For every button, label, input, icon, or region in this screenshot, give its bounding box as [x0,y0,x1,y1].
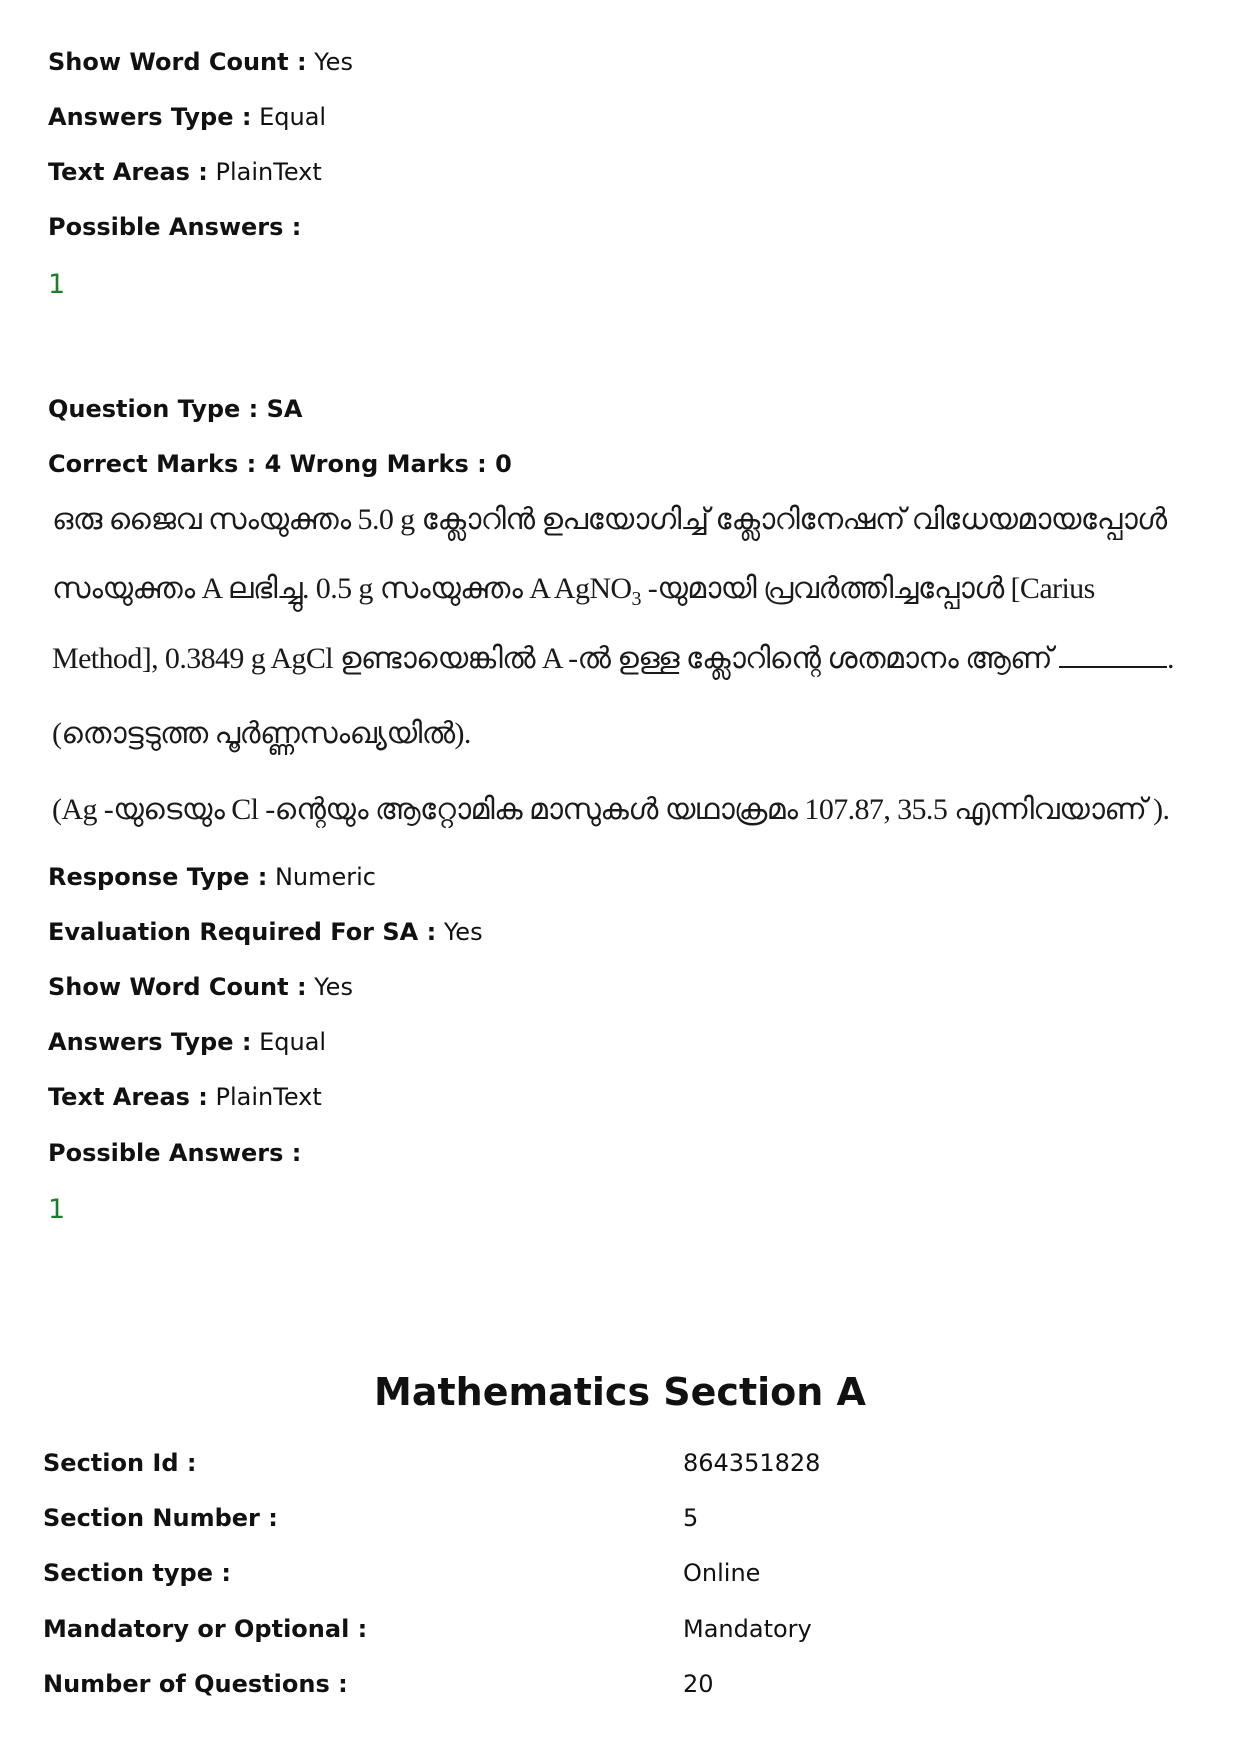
response-type [48,862,376,892]
evaluation-required [48,917,483,947]
field-value: Numeric [274,863,376,891]
show-word-count [48,972,353,1002]
question-text-part: -യുമായി പ്രവർത്തിച്ചപ്പോൾ [Carius [640,572,1095,605]
top-possible-answer-value: 1 [48,269,66,300]
field-label: Evaluation Required For SA : [48,918,437,946]
section-row-value: 5 [683,1504,699,1532]
question-text-part: Method], 0.3849 g AgCl ഉണ്ടായെങ്കിൽ A -ൽ ഉള്ള ക്ലോറിന്റെ ശതമാനം ആണ് [52,642,1059,675]
field-label: Text Areas : [48,158,208,186]
field-label: Response Type : [48,863,268,891]
field-label: Possible Answers : [48,1139,302,1167]
section-row-label: Section Number : [43,1504,278,1532]
question-marks-text: Correct Marks : 4 Wrong Marks : 0 [48,450,512,478]
section-row-value: 864351828 [683,1449,821,1477]
text-areas [48,1082,322,1112]
question-text-part: . [1166,642,1174,675]
section-row-label: Section Id : [43,1449,197,1477]
field-value: Yes [443,918,483,946]
field-value: PlainText [215,158,322,186]
question-text-line-4: (തൊട്ടടുത്ത പൂർണ്ണസംഖ്യയിൽ). [52,717,471,750]
question-type [48,394,302,424]
question-text-line-2 [52,569,1095,619]
top-show-word-count [48,47,353,77]
question-text-line-5: (Ag -യുടെയും Cl -ന്റെയും ആറ്റോമിക മാസുകൾ യഥാക്രമം 107.87, 35.5 എന്നിവയാണ് ). [52,793,1170,826]
question-text-part: സംയുക്തം A ലഭിച്ചു. 0.5 g സംയുക്തം A AgNO [52,572,632,605]
section-row-value: 20 [683,1670,714,1698]
top-answers-type [48,102,326,132]
field-value: Yes [314,973,353,1001]
section-row-label: Number of Questions : [43,1670,348,1698]
section-row-value: Online [683,1559,761,1587]
section-row-label: Section type : [43,1559,231,1587]
field-value: Equal [259,1028,327,1056]
subscript: 3 [631,588,641,610]
section-title: Mathematics Section A [374,1370,866,1414]
field-value: Equal [259,103,327,131]
top-possible-answers [48,212,301,242]
field-value: Yes [314,48,353,76]
question-text-line-1: ഒരു ജൈവ സംയുക്തം 5.0 g ക്ലോറിൻ ഉപയോഗിച്ച് ക്ലോറിനേഷന് വിധേയമായപ്പോൾ [52,503,1167,536]
top-text-areas [48,157,322,187]
field-label: Text Areas : [48,1083,208,1111]
field-label: Possible Answers : [48,213,302,241]
answer-blank [1059,642,1167,668]
section-row-label: Mandatory or Optional : [43,1615,368,1643]
field-label: Show Word Count : [48,973,307,1001]
section-row-value: Mandatory [683,1615,812,1643]
possible-answer-value: 1 [48,1194,66,1225]
question-type-text: Question Type : SA [48,395,303,423]
answers-type [48,1027,326,1057]
question-text-line-3 [52,639,1174,679]
field-label: Show Word Count : [48,48,307,76]
field-label: Answers Type : [48,103,252,131]
field-value: PlainText [215,1083,322,1111]
possible-answers [48,1138,301,1168]
question-marks [48,449,512,479]
field-label: Answers Type : [48,1028,252,1056]
